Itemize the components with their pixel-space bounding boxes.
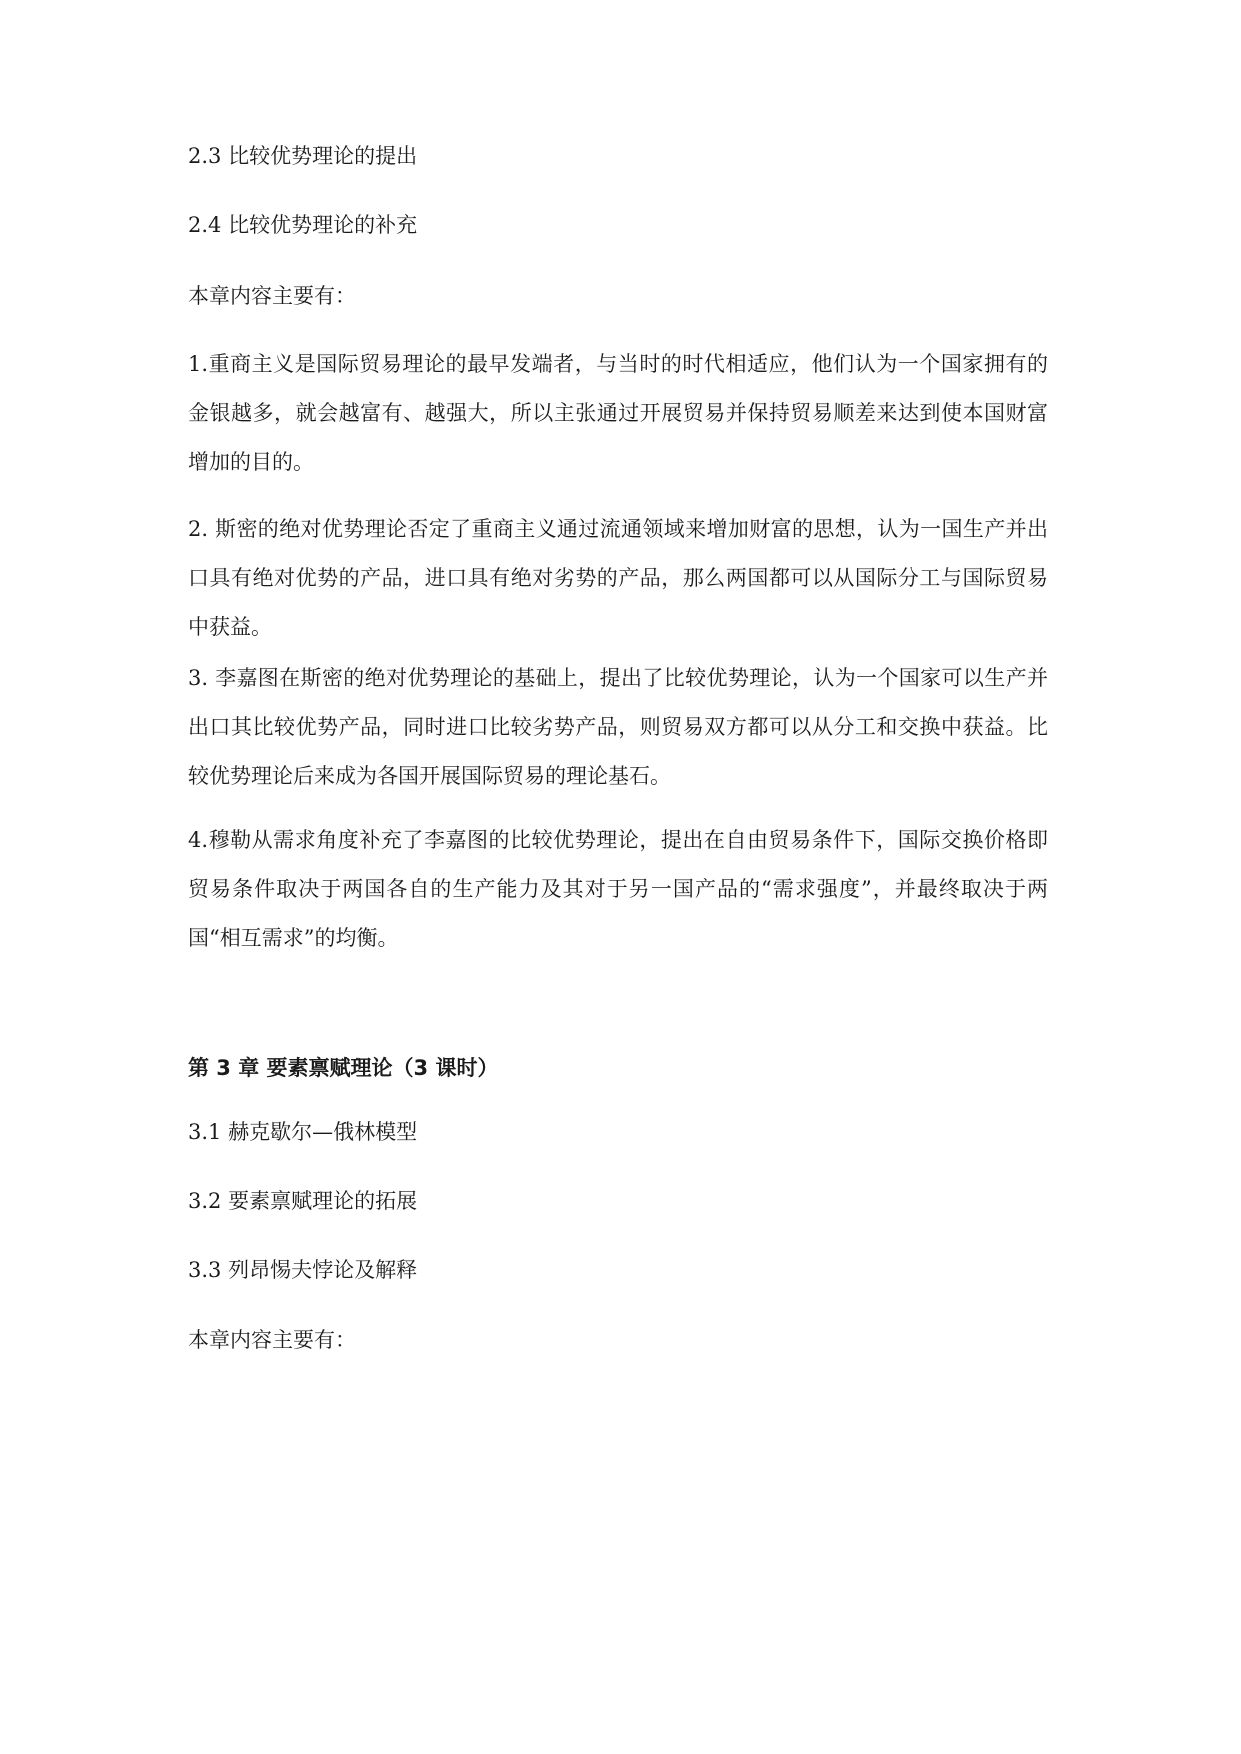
section-3-2-title: 3.2 要素禀赋理论的拓展: [188, 1189, 418, 1213]
section-2-4-title: 2.4 比较优势理论的补充: [188, 213, 418, 237]
section-2-3-title: 2.3 比较优势理论的提出: [188, 144, 418, 168]
chapter-3-title: 第 3 章 要素禀赋理论（3 课时）: [188, 1056, 499, 1080]
summary-point-2: 2. 斯密的绝对优势理论否定了重商主义通过流通领域来增加财富的思想，认为一国生产并出口具有绝对优势的产品，进口具有绝对劣势的产品，那么两国都可以从国际分工与国际贸易中获益。: [188, 517, 1048, 639]
chapter-3-summary-intro: 本章内容主要有：: [188, 1328, 356, 1352]
section-3-1-title: 3.1 赫克歇尔—俄林模型: [188, 1120, 418, 1144]
summary-point-3: 3. 李嘉图在斯密的绝对优势理论的基础上，提出了比较优势理论，认为一个国家可以生产并出口其比较优势产品，同时进口比较劣势产品，则贸易双方都可以从分工和交换中获益。比较优势理论后来成为各国开展国际贸易的理论基石。: [188, 666, 1048, 788]
summary-point-1: 1.重商主义是国际贸易理论的最早发端者，与当时的时代相适应，他们认为一个国家拥有的金银越多，就会越富有、越强大，所以主张通过开展贸易并保持贸易顺差来达到使本国财富增加的目的。: [188, 352, 1048, 474]
summary-point-4: 4.穆勒从需求角度补充了李嘉图的比较优势理论，提出在自由贸易条件下，国际交换价格即贸易条件取决于两国各自的生产能力及其对于另一国产品的“需求强度”，并最终取决于两国“相互需求”的均衡。: [188, 828, 1048, 950]
chapter-2-summary-intro: 本章内容主要有：: [188, 284, 356, 308]
section-3-3-title: 3.3 列昂惕夫悖论及解释: [188, 1258, 418, 1282]
